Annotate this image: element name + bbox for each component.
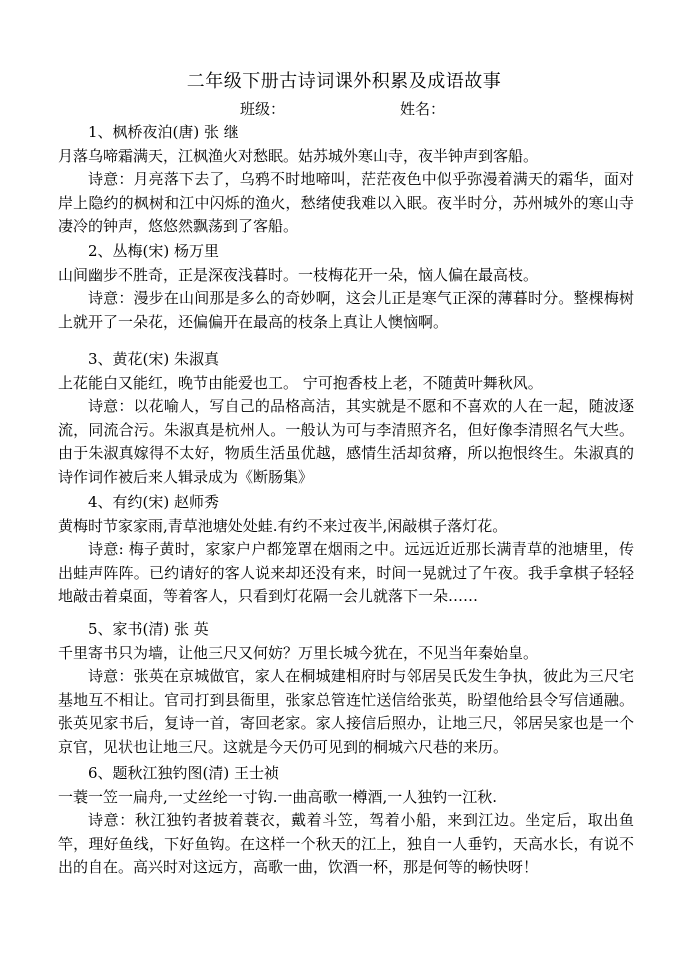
poem-title: 4、有约(宋) 赵师秀 [88,493,220,511]
poem-text: 山间幽步不胜奇，正是深夜浅暮时。一枝梅花开一朵，恼人偏在最高枝。 [58,265,539,284]
poem-section-1 [58,121,634,239]
poem-title: 2、丛梅(宋) 杨万里 [88,242,220,260]
poem-section-5 [58,618,634,759]
poem-section-2 [58,240,634,334]
poem-title: 5、家书(清) 张 英 [88,620,209,638]
poem-meaning: 诗意: 梅子黄时，家家户户都笼罩在烟雨之中。远远近近那长满青草的池塘里，传出蛙声阵阵。已约请好的客人说来却还没有来，时间一晃就过了午夜。我手拿棋子轻轻地敲击着桌面，等着客人，只看到灯花隔一会儿就落下一朵…… [58,540,634,605]
poem-text: 月落乌啼霜满天，江枫渔火对愁眠。姑苏城外寒山寺，夜半钟声到客船。 [58,146,539,165]
poem-section-3 [58,348,634,489]
document-title: 二年级下册古诗词课外积累及成语故事 [186,71,502,92]
name-label: 姓名： [400,100,446,118]
poem-title: 1、枫桥夜泊(唐) 张 继 [88,123,239,141]
poem-section-6 [58,762,634,880]
poem-text: 千里寄书只为墙，让他三尺又何妨？万里长城今犹在，不见当年秦始皇。 [58,643,539,662]
poem-text: 上花能白又能红，晚节由能爱也工。 宁可抱香枝上老，不随黄叶舞秋风。 [58,373,543,392]
poem-meaning: 诗意：漫步在山间那是多么的奇妙啊，这会儿正是寒气正深的薄暮时分。整棵梅树上就开了一朵花，还偏偏开在最高的枝条上真让人懊恼啊。 [58,289,634,331]
class-label: 班级： [240,100,286,118]
poem-text: 黄梅时节家家雨,青草池塘处处蛙.有约不来过夜半,闲敲棋子落灯花。 [58,516,508,535]
poem-title: 6、题秋江独钓图(清) 王士祯 [88,764,280,782]
poem-section-4 [58,491,634,609]
poem-text: 一蓑一笠一扁舟,一丈丝纶一寸钩.一曲高歌一樽酒,一人独钓一江秋. [58,787,498,806]
poem-meaning: 诗意：以花喻人，写自己的品格高洁，其实就是不愿和不喜欢的人在一起，随波逐流，同流合污。朱淑真是杭州人。一般认为可与李清照齐名，但好像李清照名气大些。由于朱淑真嫁得不太好，物质生活虽优越，感情生活却贫瘠，所以抱恨终生。朱淑真的诗作词作被后来人辑录成为《断肠集》 [58,397,634,486]
poem-title: 3、黄花(宋) 朱淑真 [88,350,220,368]
poem-meaning: 诗意：秋江独钓者披着蓑衣，戴着斗笠，驾着小船，来到江边。坐定后，取出鱼竿，理好鱼线，下好鱼钩。在这样一个秋天的江上，独自一人垂钓，天高水长，有说不出的自在。高兴时对这远方，高歌一曲，饮酒一杯，那是何等的畅快呀！ [58,811,634,876]
poem-meaning: 诗意：月亮落下去了，乌鸦不时地啼叫，茫茫夜色中似乎弥漫着满天的霜华，面对岸上隐约的枫树和江中闪烁的渔火，愁绪使我难以入眠。夜半时分，苏州城外的寒山寺凄冷的钟声，悠悠然飘荡到了客船。 [58,170,634,235]
poem-meaning: 诗意：张英在京城做官，家人在桐城建相府时与邻居吴氏发生争执，彼此为三尺宅基地互不相让。官司打到县衙里，张家总管连忙送信给张英，盼望他给县令写信通融。张英见家书后，复诗一首，寄回老家。家人接信后照办，让地三尺，邻居吴家也是一个京官，见状也让地三尺。这就是今天仍可见到的桐城六尺巷的来历。 [58,667,634,756]
